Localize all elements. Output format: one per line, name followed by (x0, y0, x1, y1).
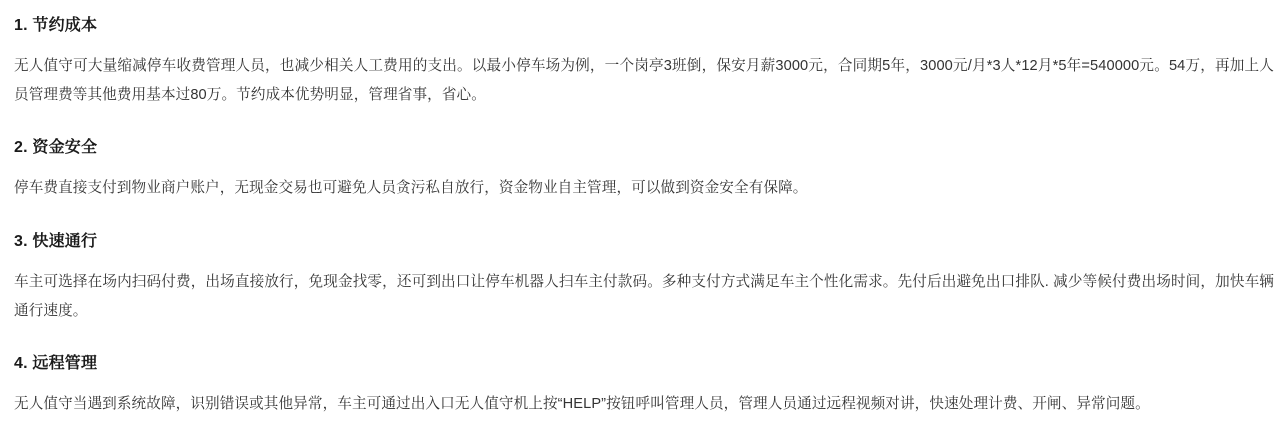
section-paragraph: 无人值守可大量缩减停车收费管理人员，也减少相关人工费用的支出。以最小停车场为例，一个岗亭3班倒，保安月薪3000元，合同期5年，3000元/月*3人*12月*5年=540000元。54万，再加上人员管理费等其他费用基本过80万。节约成本优势明显，管理省事，省心。 (14, 58, 1274, 104)
section-cost-saving (14, 14, 1274, 110)
section-paragraph: 无人值守当遇到系统故障，识别错误或其他异常，车主可通过出入口无人值守机上按“HELP”按钮呼叫管理人员，管理人员通过远程视频对讲，快速处理计费、开闸、异常问题。 (14, 395, 1150, 412)
section-fast-passage (14, 230, 1274, 326)
section-heading: 1. 节约成本 (14, 17, 98, 34)
section-paragraph: 停车费直接支付到物业商户账户，无现金交易也可避免人员贪污私自放行，资金物业自主管理，可以做到资金安全有保障。 (14, 180, 808, 197)
section-paragraph: 车主可选择在场内扫码付费，出场直接放行，免现金找零，还可到出口让停车机器人扫车主付款码。多种支付方式满足车主个性化需求。先付后出避免出口排队. 减少等候付费出场时间，加快车辆通行速度。 (14, 273, 1274, 319)
section-heading: 2. 资金安全 (14, 139, 98, 157)
section-remote-management (14, 352, 1274, 419)
section-heading: 3. 快速通行 (14, 232, 98, 250)
section-heading: 4. 远程管理 (14, 354, 98, 372)
section-fund-security (14, 136, 1274, 203)
